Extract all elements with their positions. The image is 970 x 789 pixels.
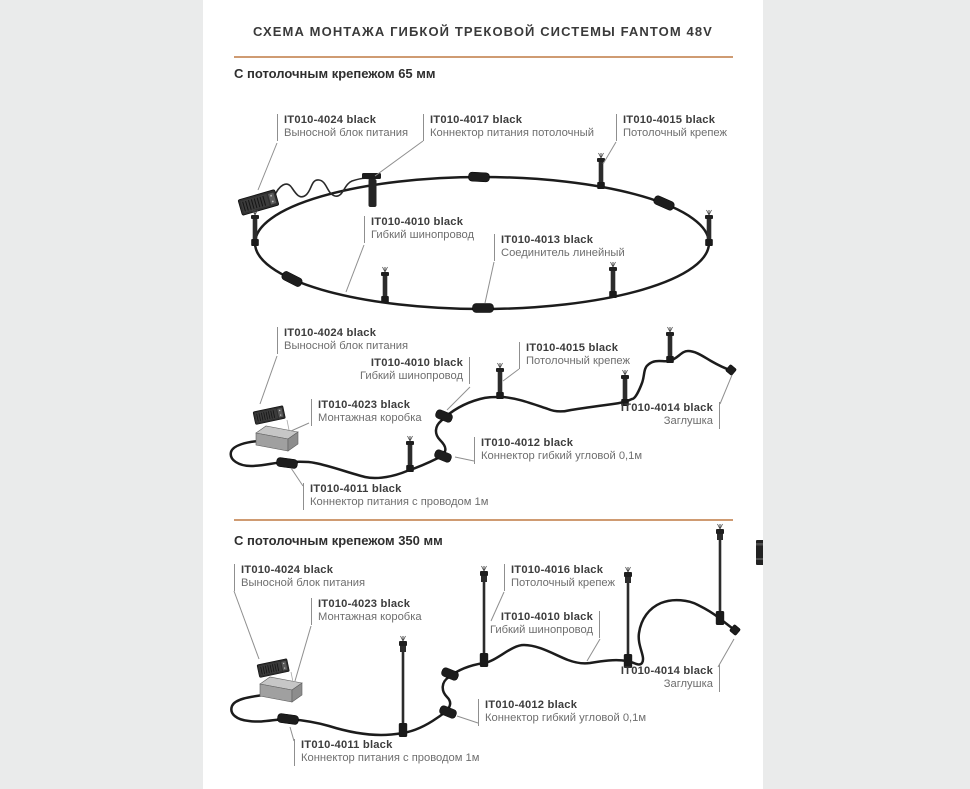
- psu-drop-line: [291, 672, 293, 682]
- ceiling-mount-65-icon: [251, 210, 259, 246]
- callout-ceiling-power-connector: [423, 114, 594, 141]
- junction-box-icon: [260, 677, 302, 702]
- callout-flexible-track: [364, 216, 474, 243]
- schematic-page: [203, 0, 763, 789]
- ceiling-mount-65-icon: [381, 267, 389, 303]
- part-description: Потолочный крепеж: [511, 577, 616, 590]
- linear-connector-icon: [473, 304, 494, 313]
- part-number: IT010-4011 black: [310, 483, 402, 495]
- part-number: IT010-4010 black: [371, 216, 464, 228]
- callout-flexible-track: [360, 357, 470, 384]
- endcap-icon: [725, 364, 736, 375]
- callout-endcap: [621, 402, 720, 429]
- part-description: Монтажная коробка: [318, 611, 422, 624]
- part-description: Коннектор питания потолочный: [430, 127, 594, 140]
- power-supply-icon: [257, 659, 289, 678]
- part-description: Коннектор гибкий угловой 0,1м: [485, 712, 647, 725]
- junction-box-icon: [256, 426, 298, 451]
- callout-ceiling-mount: [504, 564, 615, 591]
- callout-power-connector-1m: [294, 739, 479, 766]
- part-number: IT010-4023 black: [318, 598, 411, 610]
- power-supply-icon: [238, 190, 279, 216]
- part-description: Выносной блок питания: [284, 127, 409, 140]
- callout-ceiling-mount: [519, 342, 630, 369]
- spare-rod-icon: [756, 540, 763, 565]
- part-description: Потолочный крепеж: [623, 127, 728, 140]
- ceiling-mount-65-icon: [406, 436, 414, 472]
- part-number: IT010-4010 black: [370, 357, 463, 369]
- part-number: IT010-4024 black: [284, 114, 377, 126]
- part-description: Коннектор питания с проводом 1м: [301, 752, 480, 765]
- linear-connector-icon: [468, 172, 489, 182]
- section-heading-65mm: С потолочным крепежом 65 мм: [234, 66, 436, 81]
- part-description: Заглушка: [663, 678, 713, 691]
- part-description: Монтажная коробка: [318, 412, 422, 425]
- ceiling-mount-350-icon: [716, 524, 724, 625]
- part-description: Гибкий шинопровод: [371, 229, 475, 242]
- part-description: Гибкий шинопровод: [359, 370, 463, 383]
- callout-junction-box: [311, 598, 422, 625]
- power-connector-1m-icon: [277, 713, 299, 725]
- part-number: IT010-4012 black: [481, 437, 574, 449]
- part-number: IT010-4023 black: [318, 399, 411, 411]
- ceiling-power-connector-icon: [362, 173, 381, 207]
- ceiling-mount-65-icon: [496, 363, 504, 399]
- callout-endcap: [621, 665, 720, 692]
- part-number: IT010-4015 black: [526, 342, 619, 354]
- ceiling-mount-350-icon: [399, 636, 407, 737]
- callout-corner-connector: [478, 699, 646, 726]
- part-number: IT010-4017 black: [430, 114, 523, 126]
- callout-corner-connector: [474, 437, 642, 464]
- ceiling-mount-65-icon: [666, 327, 674, 363]
- ceiling-mount-65-icon: [597, 153, 605, 189]
- part-description: Выносной блок питания: [241, 577, 366, 590]
- callout-psu: [234, 564, 365, 591]
- part-description: Гибкий шинопровод: [489, 624, 593, 637]
- callout-linear-connector: [494, 234, 625, 261]
- part-description: Коннектор гибкий угловой 0,1м: [481, 450, 643, 463]
- ceiling-mount-65-icon: [609, 262, 617, 298]
- part-number: IT010-4011 black: [301, 739, 393, 751]
- part-number: IT010-4010 black: [500, 611, 593, 623]
- callout-power-connector-1m: [303, 483, 488, 510]
- callout-psu: [277, 114, 408, 141]
- part-number: IT010-4013 black: [501, 234, 594, 246]
- part-description: Выносной блок питания: [284, 340, 409, 353]
- part-number: IT010-4024 black: [241, 564, 334, 576]
- ceiling-mount-350-icon: [624, 567, 632, 668]
- ceiling-mount-65-icon: [621, 370, 629, 406]
- power-connector-1m-icon: [276, 457, 298, 469]
- linear-connector-icon: [281, 270, 304, 288]
- callout-psu: [277, 327, 408, 354]
- part-number: IT010-4014 black: [620, 665, 713, 677]
- page-title: СХЕМА МОНТАЖА ГИБКОЙ ТРЕКОВОЙ СИСТЕМЫ FANTOM 48V: [253, 24, 713, 39]
- callout-ceiling-mount: [616, 114, 727, 141]
- linear-connector-icon: [653, 195, 676, 212]
- ceiling-mount-350-icon: [480, 566, 488, 667]
- part-description: Заглушка: [663, 415, 713, 428]
- ceiling-mount-65-icon: [705, 210, 713, 246]
- part-number: IT010-4014 black: [620, 402, 713, 414]
- callout-flexible-track: [490, 611, 600, 638]
- flexible-track-oval: [255, 177, 709, 309]
- diagram-oval-65mm: [238, 153, 713, 313]
- part-description: Потолочный крепеж: [526, 355, 631, 368]
- section-heading-350mm: С потолочным крепежом 350 мм: [234, 533, 443, 548]
- callout-junction-box: [311, 399, 422, 426]
- part-description: Коннектор питания с проводом 1м: [310, 496, 489, 509]
- part-description: Соединитель линейный: [501, 247, 625, 260]
- power-supply-icon: [253, 406, 285, 425]
- psu-drop-line: [287, 420, 289, 430]
- part-number: IT010-4012 black: [485, 699, 578, 711]
- corner-connector-icon: [433, 449, 452, 464]
- corner-connector-icon: [434, 409, 453, 424]
- part-number: IT010-4016 black: [511, 564, 604, 576]
- part-number: IT010-4015 black: [623, 114, 716, 126]
- corner-connector-icon: [440, 667, 459, 682]
- part-number: IT010-4024 black: [284, 327, 377, 339]
